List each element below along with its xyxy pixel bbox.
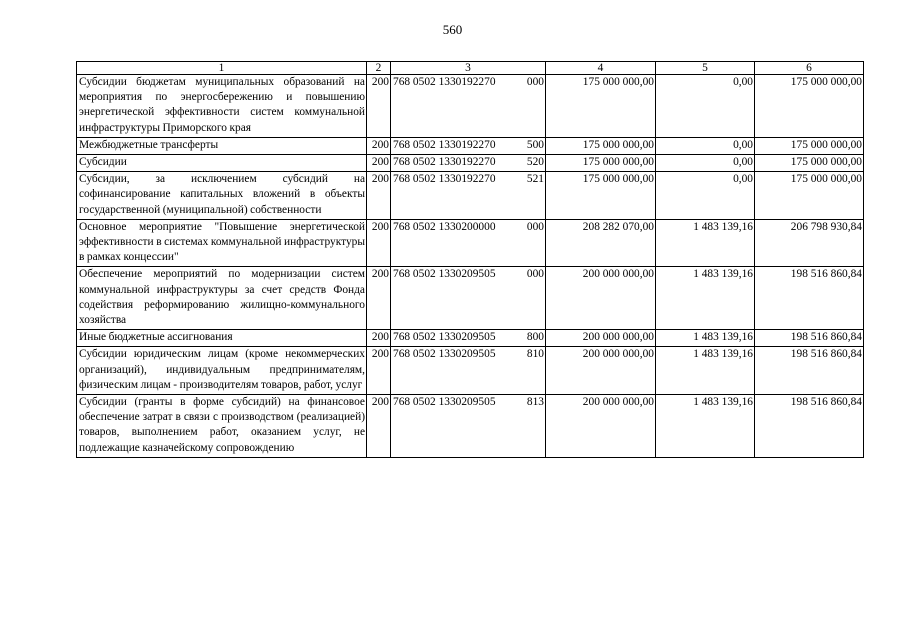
table-row <box>77 137 864 154</box>
row-amount-col4: 200 000 000,00 <box>546 330 656 347</box>
row-amount-col6: 175 000 000,00 <box>755 75 864 138</box>
row-classification-code <box>391 219 546 267</box>
row-amount-col4: 208 282 070,00 <box>546 219 656 267</box>
row-code: 768 0502 1330192270 <box>393 156 496 169</box>
row-amount-col6: 198 516 860,84 <box>755 267 864 330</box>
row-amount-col4: 175 000 000,00 <box>546 75 656 138</box>
row-classification-code <box>391 155 546 172</box>
row-amount-col6: 175 000 000,00 <box>755 137 864 154</box>
header-cell-5: 5 <box>656 62 755 75</box>
header-cell-4: 4 <box>546 62 656 75</box>
row-code: 768 0502 1330209505 <box>393 268 496 281</box>
row-expense-type: 813 <box>526 396 544 409</box>
row-name: Субсидии юридическим лицам (кроме некоммерческих организаций), индивидуальным предпринимателям, физическим лицам - производителям товаров, работ, услуг <box>77 347 367 395</box>
row-code: 768 0502 1330209505 <box>393 348 496 361</box>
row-org-code: 200 <box>367 172 391 220</box>
row-code: 768 0502 1330209505 <box>393 331 496 344</box>
row-amount-col5: 0,00 <box>656 172 755 220</box>
table-row <box>77 347 864 395</box>
table-row <box>77 330 864 347</box>
row-name: Основное мероприятие "Повышение энергетической эффективности в системах коммунальной инфраструктуры в рамках концессии" <box>77 219 367 267</box>
table-row <box>77 219 864 267</box>
page-number: 560 <box>442 22 463 37</box>
row-expense-type: 000 <box>526 220 544 233</box>
row-amount-col6: 175 000 000,00 <box>755 172 864 220</box>
table-row <box>77 267 864 330</box>
row-org-code: 200 <box>367 267 391 330</box>
row-name: Субсидии <box>77 155 367 172</box>
table-row <box>77 75 864 138</box>
row-amount-col6: 206 798 930,84 <box>755 219 864 267</box>
row-amount-col4: 175 000 000,00 <box>546 155 656 172</box>
table-row <box>77 155 864 172</box>
header-cell-1: 1 <box>77 62 367 75</box>
row-code: 768 0502 1330200000 <box>393 220 496 233</box>
row-amount-col5: 1 483 139,16 <box>656 395 755 458</box>
row-name: Субсидии, за исключением субсидий на софинансирование капитальных вложений в объекты государственной (муниципальной) собственности <box>77 172 367 220</box>
table-row <box>77 395 864 458</box>
row-code: 768 0502 1330192270 <box>393 76 496 88</box>
row-expense-type: 000 <box>526 76 544 88</box>
row-classification-code <box>391 330 546 347</box>
row-expense-type: 800 <box>526 331 544 344</box>
row-amount-col5: 1 483 139,16 <box>656 347 755 395</box>
row-amount-col4: 200 000 000,00 <box>546 395 656 458</box>
row-name: Обеспечение мероприятий по модернизации систем коммунальной инфраструктуры за счет средств Фонда содействия реформированию жилищно-коммунального хозяйства <box>77 267 367 330</box>
row-amount-col4: 200 000 000,00 <box>546 267 656 330</box>
header-cell-3: 3 <box>391 62 546 75</box>
row-code: 768 0502 1330209505 <box>393 396 496 409</box>
row-org-code: 200 <box>367 347 391 395</box>
row-expense-type: 521 <box>526 173 544 186</box>
row-org-code: 200 <box>367 155 391 172</box>
row-classification-code <box>391 347 546 395</box>
header-cell-2: 2 <box>367 62 391 75</box>
row-classification-code <box>391 137 546 154</box>
row-expense-type: 810 <box>526 348 544 361</box>
row-expense-type: 520 <box>526 156 544 169</box>
row-amount-col4: 175 000 000,00 <box>546 172 656 220</box>
row-amount-col5: 0,00 <box>656 155 755 172</box>
row-amount-col4: 175 000 000,00 <box>546 137 656 154</box>
row-amount-col5: 1 483 139,16 <box>656 267 755 330</box>
row-expense-type: 500 <box>526 138 544 151</box>
row-code: 768 0502 1330192270 <box>393 173 496 186</box>
row-org-code: 200 <box>367 395 391 458</box>
row-expense-type: 000 <box>526 268 544 281</box>
row-name: Межбюджетные трансферты <box>77 137 367 154</box>
row-classification-code <box>391 267 546 330</box>
row-code: 768 0502 1330192270 <box>393 138 496 151</box>
row-amount-col6: 198 516 860,84 <box>755 330 864 347</box>
row-amount-col6: 175 000 000,00 <box>755 155 864 172</box>
row-amount-col5: 1 483 139,16 <box>656 330 755 347</box>
row-classification-code <box>391 395 546 458</box>
header-row <box>77 62 864 75</box>
row-amount-col6: 198 516 860,84 <box>755 347 864 395</box>
row-org-code: 200 <box>367 330 391 347</box>
row-name: Субсидии бюджетам муниципальных образований на мероприятия по энергосбережению и повышению энергетической эффективности систем коммунальной инфраструктуры Приморского края <box>77 75 367 138</box>
budget-table <box>76 61 864 458</box>
row-org-code: 200 <box>367 219 391 267</box>
row-name: Иные бюджетные ассигнования <box>77 330 367 347</box>
table-row <box>77 172 864 220</box>
row-name: Субсидии (гранты в форме субсидий) на финансовое обеспечение затрат в связи с производством (реализацией) товаров, выполнением работ, оказанием услуг, не подлежащие казначейскому сопровождению <box>77 395 367 458</box>
header-cell-6: 6 <box>755 62 864 75</box>
row-classification-code <box>391 75 546 138</box>
row-amount-col5: 0,00 <box>656 137 755 154</box>
row-classification-code <box>391 172 546 220</box>
row-amount-col5: 0,00 <box>656 75 755 138</box>
row-amount-col5: 1 483 139,16 <box>656 219 755 267</box>
row-org-code: 200 <box>367 75 391 138</box>
row-amount-col6: 198 516 860,84 <box>755 395 864 458</box>
row-org-code: 200 <box>367 137 391 154</box>
row-amount-col4: 200 000 000,00 <box>546 347 656 395</box>
